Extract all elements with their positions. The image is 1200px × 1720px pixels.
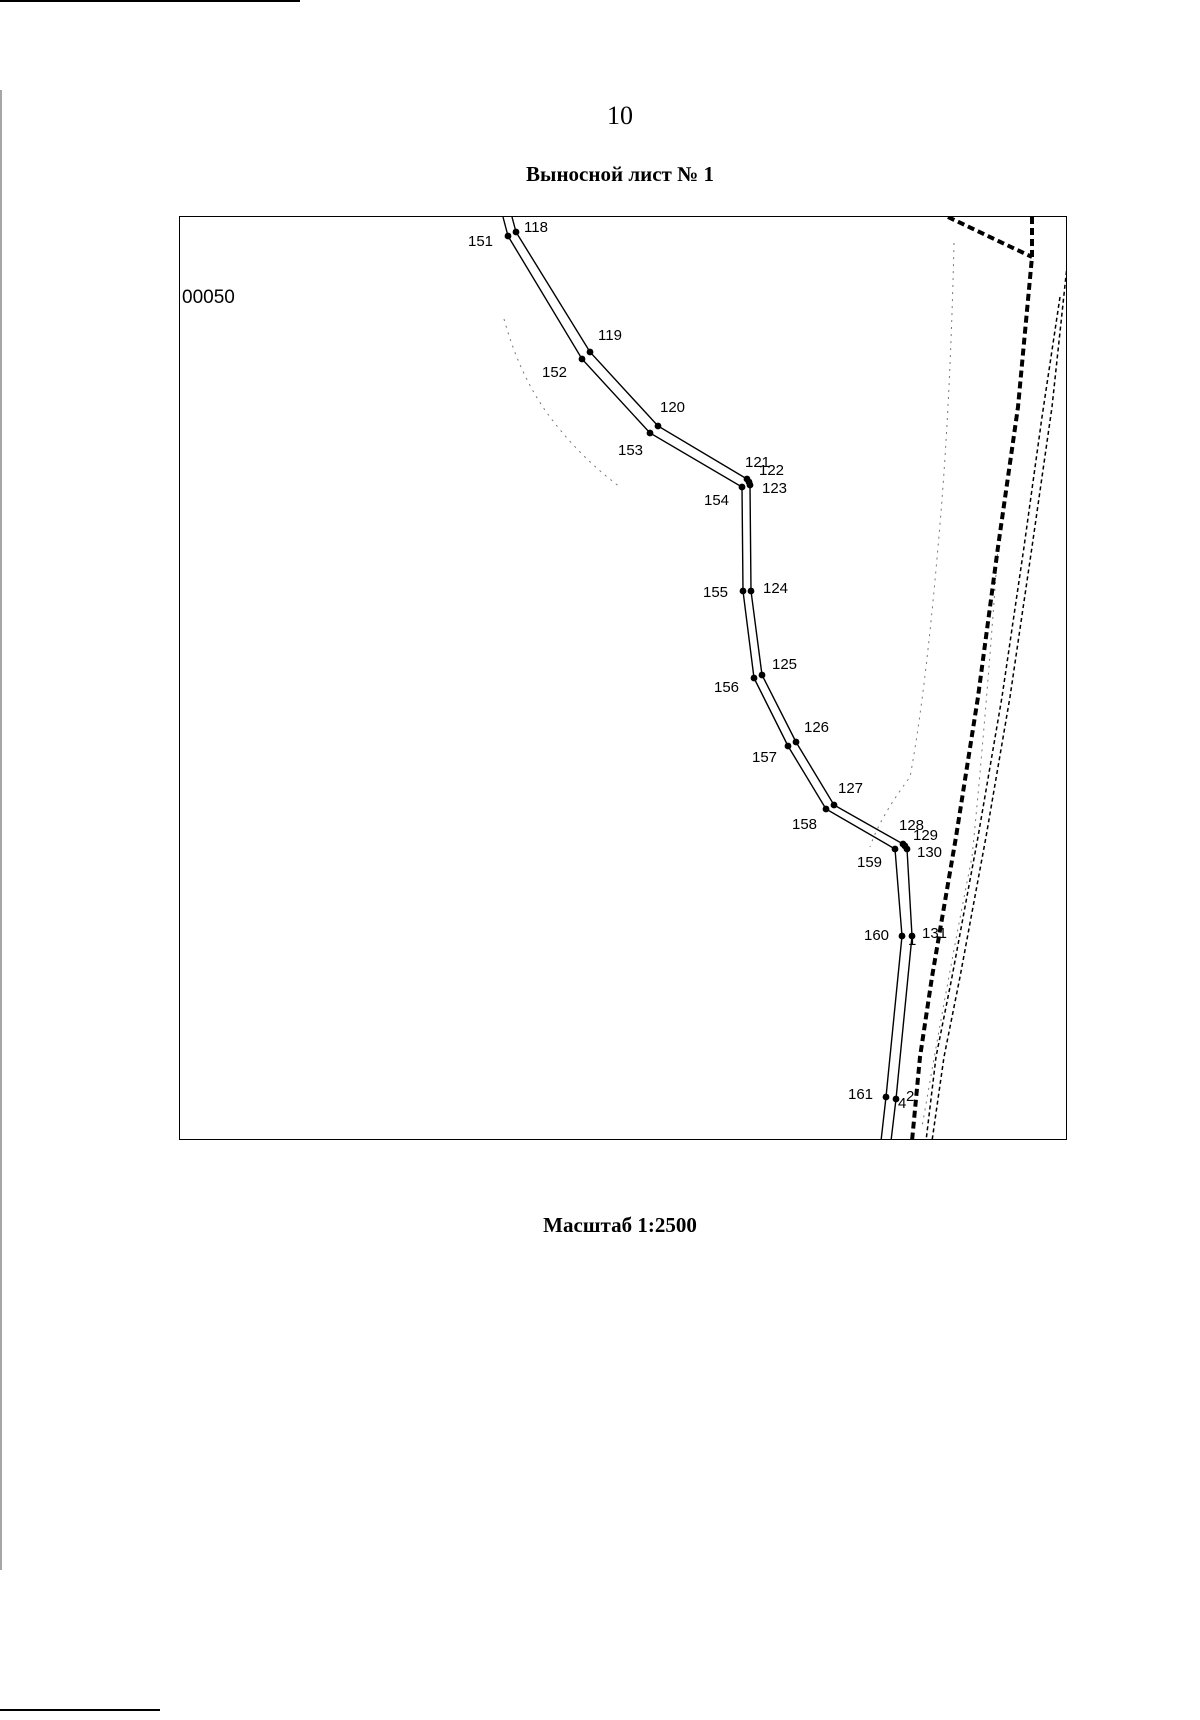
point-marker	[785, 743, 792, 750]
point-label: 130	[917, 844, 943, 861]
boundary-point-161	[848, 1086, 889, 1103]
boundary-point-159	[857, 846, 898, 871]
point-marker	[739, 484, 746, 491]
boundary-point-1	[908, 932, 916, 949]
point-label: 118	[524, 219, 548, 236]
scale-label: Масштаб 1:2500	[543, 1213, 697, 1237]
point-label: 122	[759, 462, 785, 479]
inner-boundary-line	[503, 217, 902, 1140]
boundary-point-126	[793, 719, 829, 745]
point-label: 160	[864, 927, 890, 944]
boundary-point-154	[704, 484, 745, 509]
point-marker	[751, 675, 758, 682]
parcel-number-label: 00050	[182, 287, 235, 308]
boundary-point-155	[703, 584, 746, 601]
point-label: 121	[745, 454, 771, 471]
sheet-title: Выносной лист № 1	[526, 162, 714, 186]
boundary-point-153	[618, 430, 653, 459]
strip-outline	[503, 217, 915, 1140]
boundary-point-120	[655, 399, 685, 429]
boundary-thin-lines	[926, 257, 1067, 1140]
point-label: 123	[762, 480, 788, 497]
point-label: 154	[704, 492, 730, 509]
point-marker	[831, 802, 838, 809]
point-label: 119	[598, 327, 622, 344]
point-label: 151	[468, 233, 494, 250]
point-marker	[883, 1094, 890, 1101]
boundary-point-127	[831, 780, 863, 808]
point-marker	[740, 588, 747, 595]
boundary-point-130	[904, 844, 942, 861]
map-drawing	[180, 217, 1067, 1140]
point-label: 158	[792, 816, 818, 833]
boundary-point-123	[747, 480, 787, 497]
point-marker	[747, 482, 754, 489]
point-marker	[587, 349, 594, 356]
point-label: 129	[913, 827, 939, 844]
point-marker	[647, 430, 654, 437]
point-label: 1	[908, 932, 917, 949]
point-label: 127	[838, 780, 864, 797]
point-marker	[899, 933, 906, 940]
point-label: 153	[618, 442, 644, 459]
scan-edge-top	[0, 0, 300, 2]
scan-edge-left	[0, 90, 2, 1570]
point-marker	[513, 229, 520, 236]
point-label: 131	[922, 925, 948, 942]
boundary-point-156	[714, 675, 757, 696]
point-marker	[904, 846, 911, 853]
point-marker	[892, 846, 899, 853]
page-number: 10	[607, 101, 633, 130]
boundary-point-4	[898, 1095, 906, 1112]
outer-boundary-line	[512, 217, 915, 1140]
boundary-point-157	[752, 743, 791, 766]
boundary-point-119	[587, 327, 622, 355]
point-label: 156	[714, 679, 740, 696]
point-label: 120	[660, 399, 686, 416]
scan-edge-bottom	[0, 1709, 160, 1711]
point-marker	[655, 423, 662, 430]
point-label: 2	[906, 1088, 915, 1105]
boundary-point-118	[513, 219, 548, 236]
point-label: 4	[898, 1095, 907, 1112]
point-label: 155	[703, 584, 729, 601]
point-label: 152	[542, 364, 568, 381]
cadastral-map	[179, 216, 1067, 1140]
boundary-point-152	[542, 356, 585, 381]
point-label: 124	[763, 580, 789, 597]
background-dotted-lines	[504, 243, 998, 1127]
point-marker	[823, 806, 830, 813]
point-label: 161	[848, 1086, 874, 1103]
point-marker	[759, 672, 766, 679]
boundary-points	[468, 219, 947, 1112]
point-marker	[793, 739, 800, 746]
point-marker	[579, 356, 586, 363]
point-label: 125	[772, 656, 798, 673]
boundary-point-125	[759, 656, 797, 678]
point-marker	[505, 233, 512, 240]
boundary-point-160	[864, 927, 905, 944]
boundary-point-124	[748, 580, 788, 597]
boundary-dashed-lines	[912, 217, 1032, 1140]
point-label: 126	[804, 719, 830, 736]
point-label: 128	[899, 817, 925, 834]
boundary-point-151	[468, 233, 511, 250]
point-label: 157	[752, 749, 778, 766]
point-marker	[748, 588, 755, 595]
point-label: 159	[857, 854, 883, 871]
boundary-point-158	[792, 806, 829, 833]
